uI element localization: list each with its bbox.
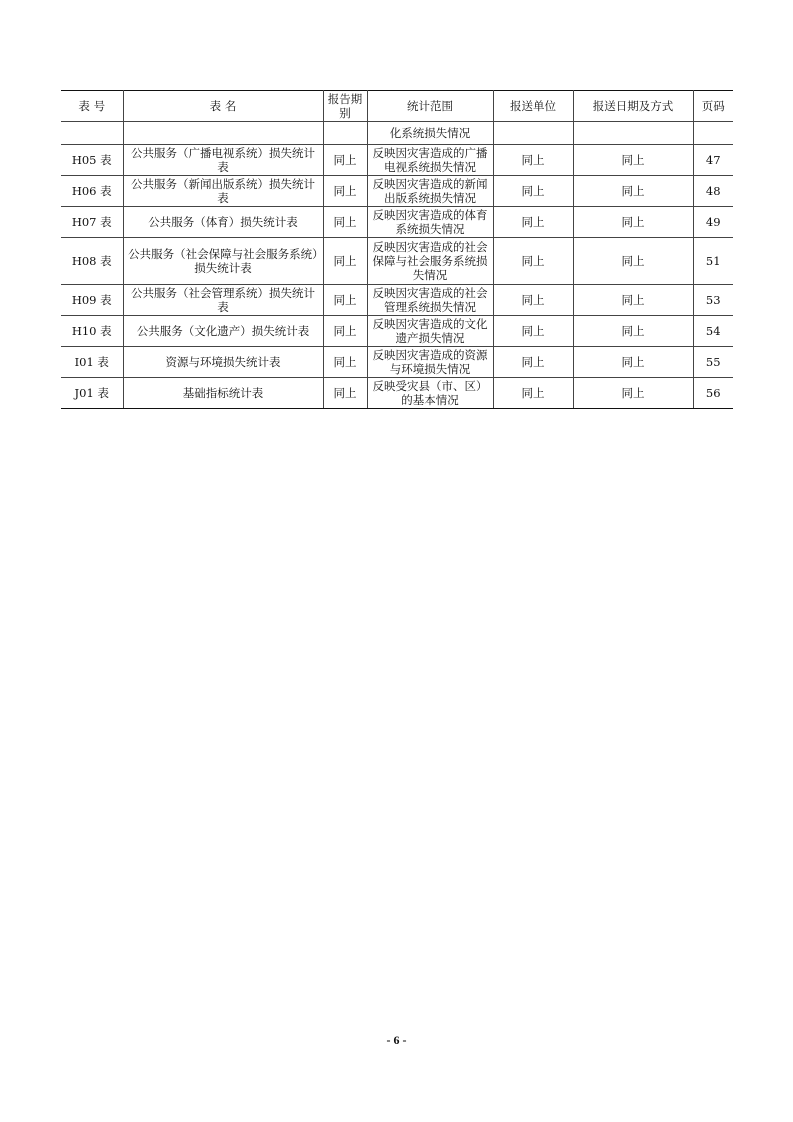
- cell-unit: 同上: [493, 316, 573, 347]
- table-row: [61, 378, 733, 409]
- cell-name: 公共服务（文化遗产）损失统计表: [123, 316, 323, 347]
- cell-period: 同上: [323, 176, 367, 207]
- cell-period: 同上: [323, 316, 367, 347]
- cell-unit: 同上: [493, 285, 573, 316]
- header-page: 页码: [693, 91, 733, 122]
- cell-period: 同上: [323, 207, 367, 238]
- cell-period: 同上: [323, 145, 367, 176]
- cell-scope: 反映因灾害造成的广播电视系统损失情况: [367, 145, 493, 176]
- cell-scope: 反映因灾害造成的体育系统损失情况: [367, 207, 493, 238]
- cell-date: 同上: [573, 347, 693, 378]
- header-name: 表 名: [123, 91, 323, 122]
- header-period: 报告期别: [323, 91, 367, 122]
- cell-page: 51: [693, 238, 733, 285]
- cell-unit: 同上: [493, 145, 573, 176]
- cell-name: 基础指标统计表: [123, 378, 323, 409]
- cell-scope: 化系统损失情况: [367, 122, 493, 145]
- table-header: [61, 91, 733, 122]
- header-scope: 统计范围: [367, 91, 493, 122]
- cell-period: 同上: [323, 238, 367, 285]
- cell-code: H07 表: [61, 207, 123, 238]
- header-date: 报送日期及方式: [573, 91, 693, 122]
- cell-period: 同上: [323, 347, 367, 378]
- cell-code: J01 表: [61, 378, 123, 409]
- cell-date: 同上: [573, 207, 693, 238]
- cell-page: 49: [693, 207, 733, 238]
- cell-date: 同上: [573, 316, 693, 347]
- cell-date: [573, 122, 693, 145]
- cell-page: 55: [693, 347, 733, 378]
- cell-date: 同上: [573, 238, 693, 285]
- cell-code: H05 表: [61, 145, 123, 176]
- table-row: [61, 316, 733, 347]
- cell-page: 48: [693, 176, 733, 207]
- table-row: [61, 347, 733, 378]
- cell-date: 同上: [573, 145, 693, 176]
- cell-page: 53: [693, 285, 733, 316]
- cell-scope: 反映因灾害造成的文化遗产损失情况: [367, 316, 493, 347]
- cell-unit: [493, 122, 573, 145]
- statistics-table-catalog: [61, 90, 733, 409]
- cell-scope: 反映受灾县（市、区）的基本情况: [367, 378, 493, 409]
- cell-name: 公共服务（社会管理系统）损失统计表: [123, 285, 323, 316]
- cell-scope: 反映因灾害造成的新闻出版系统损失情况: [367, 176, 493, 207]
- cell-scope: 反映因灾害造成的社会保障与社会服务系统损失情况: [367, 238, 493, 285]
- table-row: [61, 122, 733, 145]
- table-row: [61, 238, 733, 285]
- cell-date: 同上: [573, 176, 693, 207]
- cell-name: 公共服务（社会保障与社会服务系统）损失统计表: [123, 238, 323, 285]
- table-row: [61, 176, 733, 207]
- cell-date: 同上: [573, 285, 693, 316]
- cell-scope: 反映因灾害造成的资源与环境损失情况: [367, 347, 493, 378]
- cell-code: H06 表: [61, 176, 123, 207]
- cell-name: 公共服务（新闻出版系统）损失统计表: [123, 176, 323, 207]
- cell-page: [693, 122, 733, 145]
- cell-code: H08 表: [61, 238, 123, 285]
- table-row: [61, 207, 733, 238]
- cell-name: 资源与环境损失统计表: [123, 347, 323, 378]
- page-number: - 6 -: [386, 1033, 407, 1047]
- cell-code: H10 表: [61, 316, 123, 347]
- cell-name: [123, 122, 323, 145]
- header-row: [61, 91, 733, 122]
- cell-period: [323, 122, 367, 145]
- cell-unit: 同上: [493, 207, 573, 238]
- cell-page: 54: [693, 316, 733, 347]
- cell-page: 47: [693, 145, 733, 176]
- header-code: 表 号: [61, 91, 123, 122]
- cell-name: 公共服务（广播电视系统）损失统计表: [123, 145, 323, 176]
- cell-code: H09 表: [61, 285, 123, 316]
- cell-period: 同上: [323, 285, 367, 316]
- table-row: [61, 145, 733, 176]
- table-row: [61, 285, 733, 316]
- cell-code: [61, 122, 123, 145]
- cell-page: 56: [693, 378, 733, 409]
- cell-unit: 同上: [493, 238, 573, 285]
- cell-date: 同上: [573, 378, 693, 409]
- cell-code: I01 表: [61, 347, 123, 378]
- cell-period: 同上: [323, 378, 367, 409]
- cell-unit: 同上: [493, 347, 573, 378]
- cell-scope: 反映因灾害造成的社会管理系统损失情况: [367, 285, 493, 316]
- header-unit: 报送单位: [493, 91, 573, 122]
- cell-unit: 同上: [493, 378, 573, 409]
- cell-unit: 同上: [493, 176, 573, 207]
- table-body: [61, 122, 733, 409]
- cell-name: 公共服务（体育）损失统计表: [123, 207, 323, 238]
